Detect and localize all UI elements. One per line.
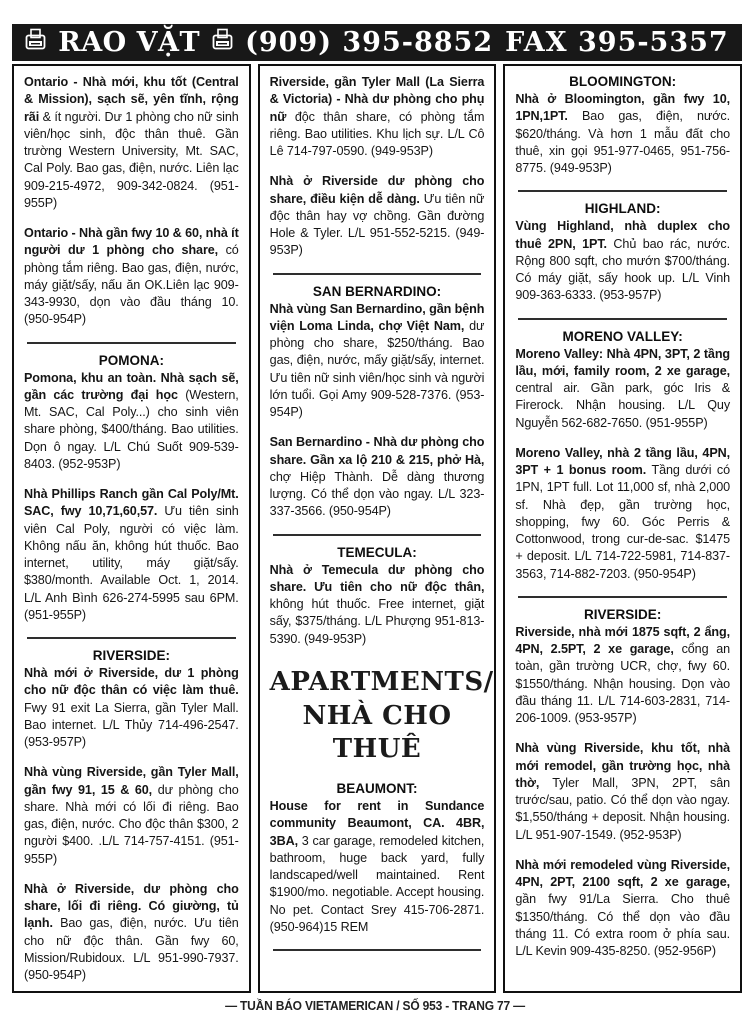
- ad-lead: Nhà mới remodeled vùng Riverside, 4PN, 2PT, 2100 sqft, 2 xe garage,: [515, 857, 731, 889]
- fax-machine-icon: [212, 27, 233, 58]
- section-heading: BEAUMONT:: [336, 781, 418, 797]
- ad-lead: Nhà ở Riverside, dư phòng cho share, lối đi riêng. Có giường, tủ lạnh.: [24, 881, 239, 931]
- classified-ad: [24, 74, 239, 212]
- ad-lead: Nhà ở Temecula dư phòng cho share. Ưu tiên cho nữ độc thân,: [269, 562, 485, 594]
- classified-ad: [515, 857, 730, 961]
- section-divider: [518, 318, 727, 320]
- page-footer: — TUẦN BÁO VIETAMERICAN / SỐ 953 - TRANG 77 —: [225, 999, 525, 1013]
- ad-body: (Western, Mt. SAC, Cal Poly...) cho sinh viên share phòng, $400/tháng. Bao utilities. Dọn ô ngay. L/L Chú Suốt 909-539-8403. (952-953P): [24, 387, 239, 471]
- classifieds-column: [503, 64, 742, 993]
- ad-lead: Pomona, khu an toàn. Nhà sạch sẽ, gần các trường đại học: [24, 370, 239, 402]
- ad-body: Chủ bao rác, nước. Rộng 800 sqft, cho mướn $700/tháng. Có máy giặt, sấy hook up. L/L Vinh 909-363-6333. (953-957P): [515, 236, 731, 303]
- fax-machine-icon: [25, 27, 46, 58]
- masthead-phone: (909) 395-8852: [245, 27, 494, 58]
- ad-body: chợ Hiệp Thành. Dễ dàng thương lượng. Có thể dọn vào ngay. L/L 323-337-3566. (950-954P): [269, 469, 485, 519]
- classified-ad: [515, 91, 730, 177]
- classified-ad: [515, 740, 730, 844]
- section-heading: RIVERSIDE:: [584, 606, 662, 622]
- ad-lead: San Bernardino - Nhà dư phòng cho share. Gần xa lộ 210 & 215, phở Hà,: [269, 435, 485, 467]
- section-heading: HIGHLAND:: [584, 201, 661, 217]
- classified-ad: [270, 74, 485, 160]
- classified-ad: [270, 173, 485, 259]
- ad-body: dư phòng cho share, $250/tháng. Bao gas, điện, nước, mấy giặt/sấy, internet. Ưu tiên nữ sinh viên/học sinh và người lớn tuổi. Gọi Amy 909-528-7376. (953-954P): [269, 318, 485, 419]
- classified-ad: [24, 881, 239, 985]
- masthead-fax: FAX 395-5357: [505, 27, 729, 58]
- classified-ad: [270, 301, 485, 422]
- masthead-title: RAO VẶT: [58, 27, 201, 58]
- ad-body: cổng an toàn, gần trường UCR, chợ, fwy 60. $1550/tháng. Nhận housing. Dọn vào đầu tháng 11. L/L 714-603-2831, 714-206-1009. (953-957P): [515, 642, 731, 725]
- ad-body: có phòng tắm riêng. Bao gas, điện, nước, máy giặt/sấy, nấu ăn OK.Liên lạc 909-343-9930, dọn vào đầu tháng 10. (950-954P): [24, 243, 239, 327]
- ad-body: central air. Gần park, góc Iris & Firerock. Nhận housing. L/L Quy Nguyễn 562-682-7650. (951-955P): [515, 381, 731, 430]
- ad-lead: Ontario - Nhà gần fwy 10 & 60, nhà ít người dư 1 phòng cho share,: [24, 226, 239, 258]
- ad-lead: Nhà ở Riverside dư phòng cho share, điều kiện dễ dàng.: [269, 174, 485, 206]
- ad-body: Tầng dưới có 1PN, 1PT full. Lot 11,000 sf, nhà 2,000 sf. Nhà đẹp, gần trường học, shopping, fwy 60. Góc Perris & Cottonwood, trong cur-de-sac. $1475 + deposit. L/L 714-722-5981, 714-837-3563, 714-882-7203. (950-954P): [515, 463, 731, 581]
- ad-body: độc thân share, có phòng tắm riêng. Bao utilities. Khu lịch sự. L/L Cô Lê 714-797-0590. (949-953P): [269, 109, 485, 158]
- classified-ad: [515, 218, 730, 304]
- ad-lead: Nhà vùng San Bernardino, gần bệnh viện Loma Linda, chợ Việt Nam,: [269, 301, 485, 333]
- ad-lead: Moreno Valley: Nhà 4PN, 3PT, 2 tầng lầu, mới, family room, 2 xe garage,: [515, 346, 731, 378]
- classifieds-column: [12, 64, 251, 993]
- section-divider: [273, 949, 482, 951]
- classified-ad: [270, 562, 485, 648]
- section-divider: [518, 596, 727, 598]
- section-heading: BLOOMINGTON:: [569, 74, 677, 89]
- ad-body: 3 car garage, remodeled kitchen, bathroom, huge back yard, fully landscaped/well maintained. Rent $1900/mo. negotiable. Accept housing. No pet. Contact Srey 415-706-2871. (950-964)15 REM: [269, 833, 485, 934]
- section-divider: [518, 190, 727, 192]
- ad-body: Ưu tiên nữ độc thân hay vợ chồng. Gần đường Hole & Tyler. L/L 951-552-5215. (949-953P): [269, 191, 485, 258]
- category-banner-line: NHÀ CHO THUÊ: [302, 700, 452, 765]
- ad-lead: Vùng Highland, nhà duplex cho thuê 2PN, 1PT.: [515, 219, 731, 251]
- ad-body: Bao gas, điện, nước. Ưu tiên cho nữ độc thân. Gần fwy 60, Mission/Rubidoux. L/L 951-990-7937. (950-954P): [24, 916, 239, 982]
- ad-body: Fwy 91 exit La Sierra, gần Tyler Mall. Bao internet. L/L Thủy 714-496-2547. (953-957P): [24, 700, 239, 749]
- section-heading: SAN BERNARDINO:: [312, 283, 442, 299]
- classified-ad: [515, 346, 730, 432]
- ad-body: & ít người. Dư 1 phòng cho nữ sinh viên/học sinh, độc thân thuê. Gần trường Western University, Mt. SAC, Cal Poly. Bao gas, điện, nước. Liên lạc 909-215-4972, 909-342-0824. (951-955P): [24, 109, 239, 210]
- classified-ad: [24, 764, 239, 868]
- classified-ad: [515, 445, 730, 583]
- ad-body: Tyler Mall, 3PN, 2PT, sân trước/sau, patio. Có thể dọn vào ngay. $1,550/tháng + deposit. Nhận housing. L/L 951-907-1549. (952-953P): [515, 775, 731, 842]
- classified-ad: [24, 370, 239, 474]
- ad-lead: Riverside, nhà mới 1875 sqft, 2 ẩng, 4PN, 2.5PT, 2 xe garage,: [515, 624, 731, 656]
- masthead: [12, 24, 742, 61]
- classified-ad: [270, 798, 485, 936]
- section-divider: [273, 273, 482, 275]
- ad-body: gần fwy 91/La Sierra. Cho thuê $1350/tháng. Có thể dọn vào đầu tháng 11. Có extra room ở phía sau. L/L Kevin 909-435-8250. (952-956P): [515, 892, 731, 958]
- ad-lead: House for rent in Sundance community Beaumont, CA. 4BR, 3BA,: [269, 799, 485, 848]
- ad-lead: Ontario - Nhà mới, khu tốt (Central & Mission), sạch sẽ, yên tĩnh, rộng rãi: [24, 75, 239, 124]
- classifieds-columns: [12, 64, 742, 993]
- ad-body: Ưu tiên sinh viên Cal Poly, người có việc làm. Không nấu ăn, không hút thuốc. Bao internet, utility, máy giặt/sấy. $380/month. Available Oct. 1, 2014. L/L Anh Bình 626-274-5995 sau 6PM. (951-955P): [24, 504, 239, 622]
- classified-ad: [24, 225, 239, 329]
- section-divider: [273, 534, 482, 536]
- section-heading: MORENO VALLEY:: [562, 328, 683, 344]
- classified-ad: [24, 486, 239, 624]
- classified-ad: [515, 624, 730, 728]
- section-heading: RIVERSIDE:: [92, 648, 170, 663]
- ad-lead: Nhà vùng Riverside, khu tốt, nhà mới remodel, gần trường học, nhà thờ,: [515, 741, 731, 790]
- category-banner: [269, 666, 494, 767]
- section-heading: POMONA:: [98, 352, 164, 368]
- ad-lead: Nhà ở Bloomington, gần fwy 10, 1PN,1PT.: [515, 92, 731, 124]
- ad-lead: Nhà Phillips Ranch gần Cal Poly/Mt. SAC, fwy 10,71,60,57.: [24, 487, 239, 519]
- ad-body: không hút thuốc. Free internet, giặt sấy, $375/tháng. L/L Phượng 951-813-5390. (949-953P): [269, 597, 485, 646]
- ad-body: dư phòng cho share. Nhà mới có lối đi riêng. Bao gas, điện, nước. Cho độc thân $300, 2 người $400. .L/L 714-757-4151. (951-955P): [24, 782, 239, 866]
- section-divider: [27, 637, 236, 639]
- classified-ad: [24, 665, 239, 751]
- section-heading: TEMECULA:: [337, 544, 417, 560]
- classified-ad: [270, 434, 485, 520]
- ad-lead: Riverside, gần Tyler Mall (La Sierra & Victoria) - Nhà dư phòng cho phụ nữ: [269, 75, 485, 124]
- ad-body: Bao gas, điện, nước. $620/tháng. Và hơn 1 mẫu đất cho thuê, xin gọi 951-977-0465, 951-756-8775. (949-953P): [515, 109, 731, 175]
- classifieds-column: [258, 64, 497, 993]
- ad-lead: Nhà mới ở Riverside, dư 1 phòng cho nữ độc thân có việc làm thuê.: [24, 666, 239, 698]
- ad-lead: Moreno Valley, nhà 2 tầng lầu, 4PN, 3PT + 1 bonus room.: [515, 445, 731, 477]
- category-banner-line: APARTMENTS/: [269, 666, 494, 697]
- ad-lead: Nhà vùng Riverside, gần Tyler Mall, gần fwy 91, 15 & 60,: [24, 765, 239, 797]
- section-divider: [27, 342, 236, 344]
